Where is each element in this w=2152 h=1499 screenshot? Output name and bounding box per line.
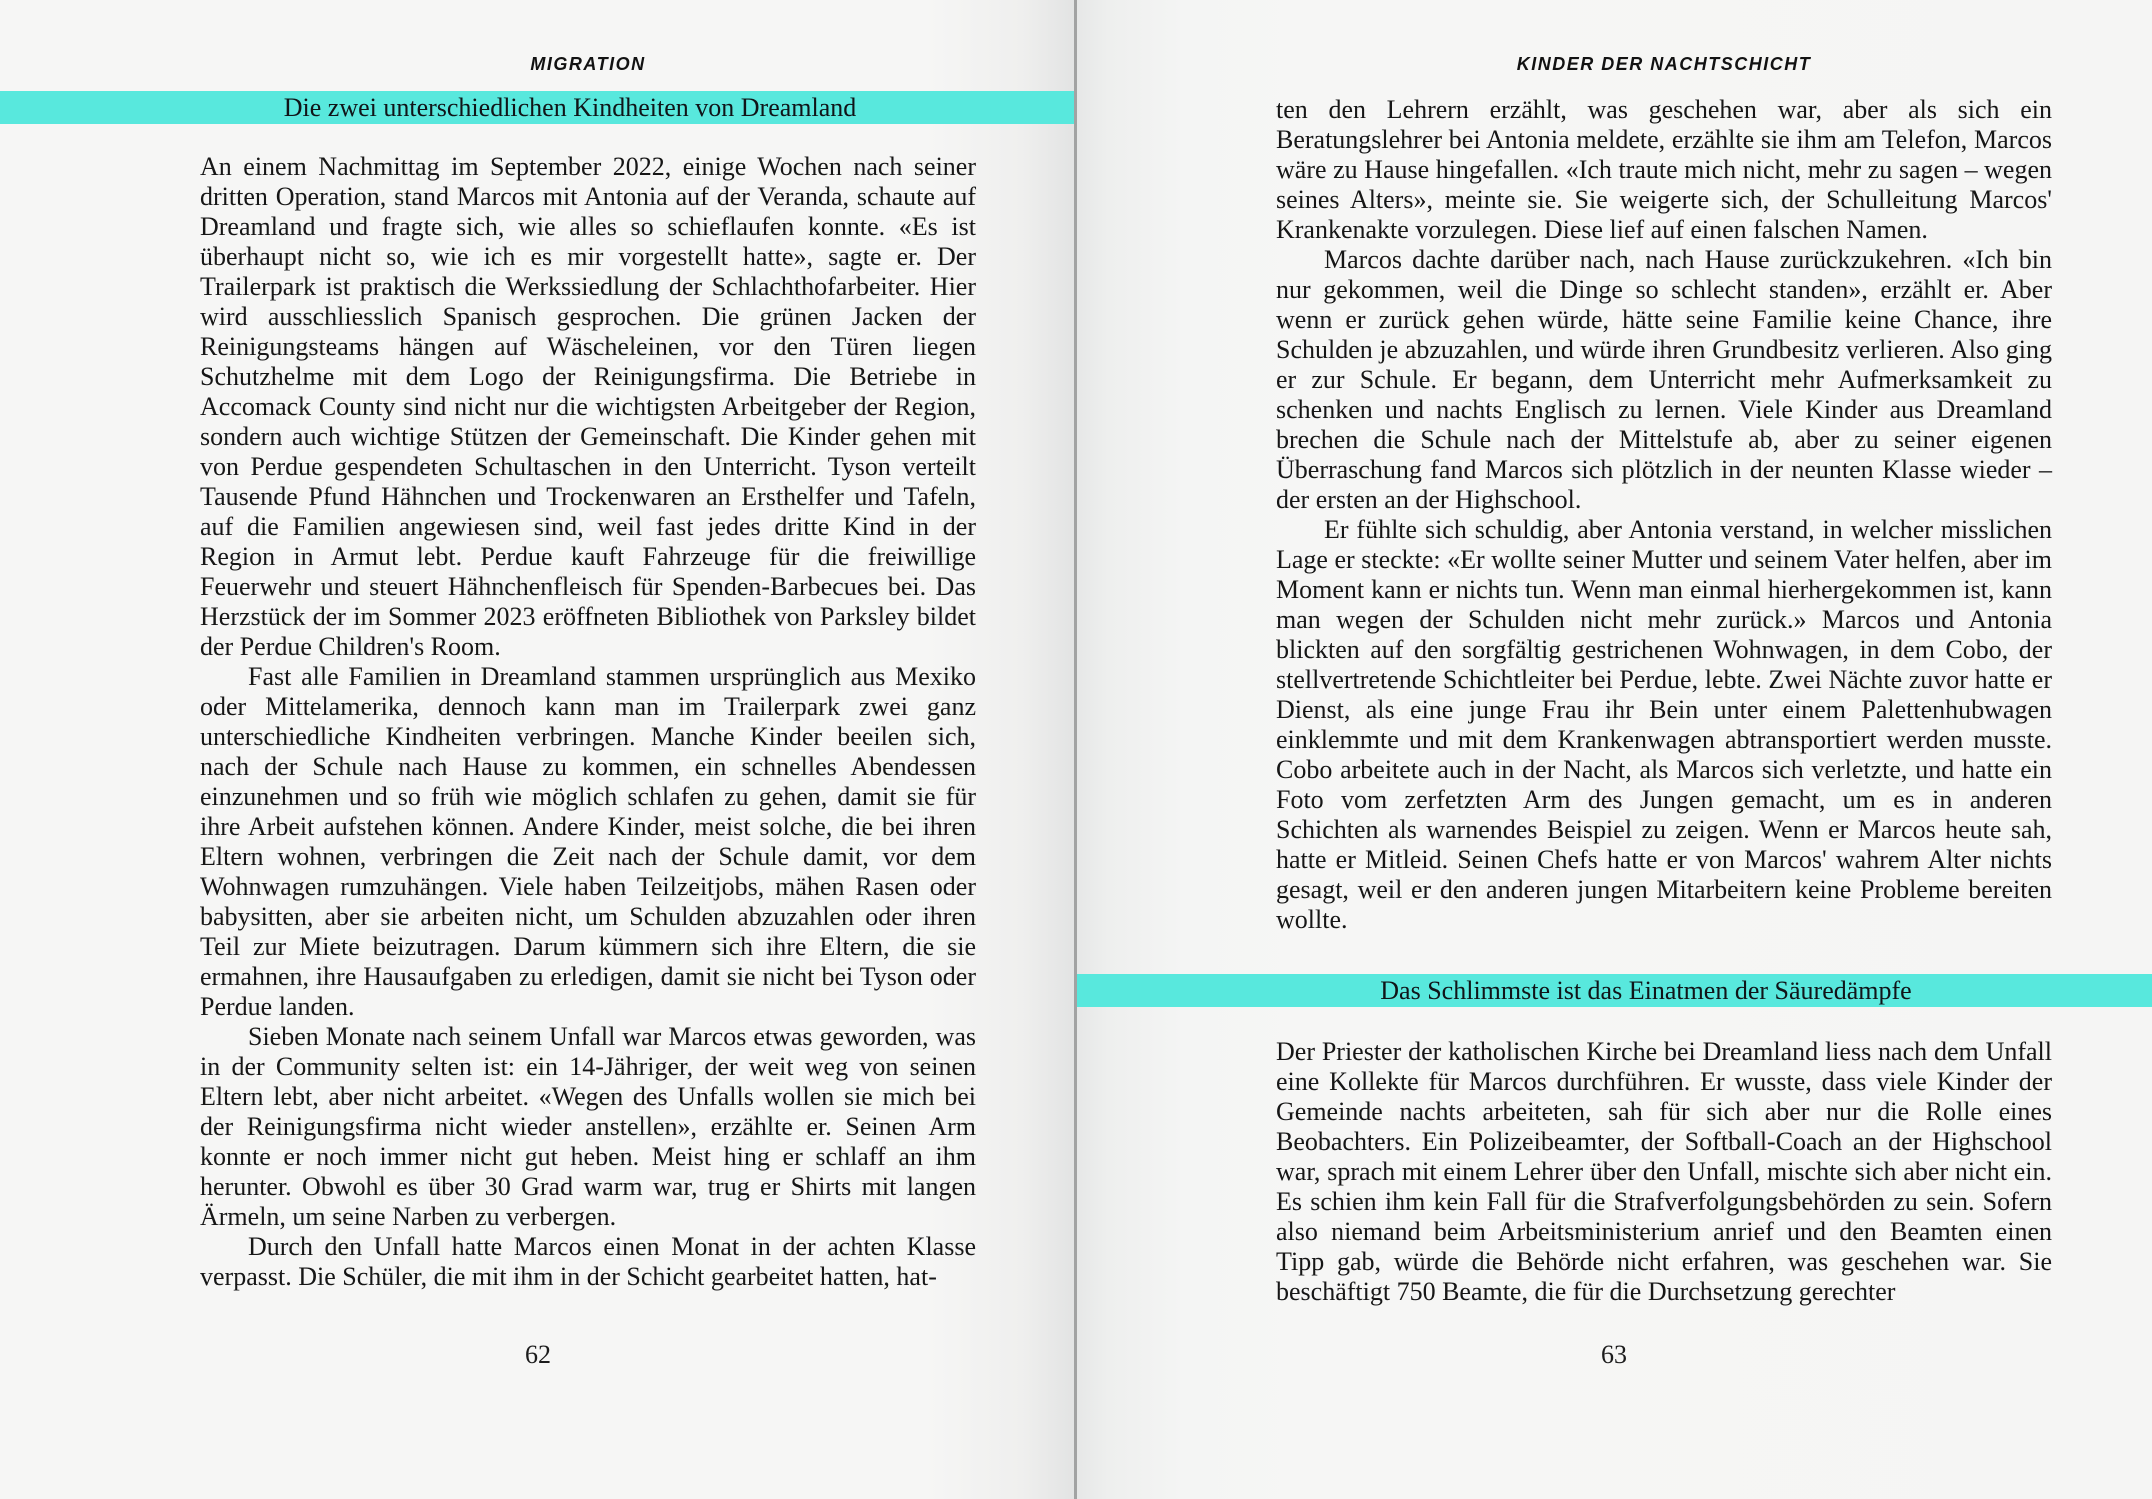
running-head-left: MIGRATION — [530, 54, 646, 74]
paragraph: Fast alle Familien in Dreamland stammen ursprünglich aus Mexiko oder Mittelamerika, dennoch kann man im Trailerpark zwei ganz unterschiedliche Kindheiten verbringen. Manche Kinder beeilen sich, nach der Schule nach Hause zu kommen, ein schnelles Abendessen einzunehmen und so früh wie möglich schlafen zu gehen, damit sie für ihre Arbeit aufstehen können. Andere Kinder, meist solche, die bei ihren Eltern wohnen, verbringen die Zeit nach der Schule damit, vor dem Wohnwagen rumzuhängen. Viele haben Teilzeitjobs, mähen Rasen oder babysitten, aber sie arbeiten nicht, um Schulden abzuzahlen oder ihren Teil zur Miete beizutragen. Darum kümmern sich ihre Eltern, die sie ermahnen, ihre Hausaufgaben zu erledigen, damit sie nicht bei Tyson oder Perdue landen. — [200, 662, 976, 1021]
page-number-right: 63 — [1601, 1340, 1627, 1369]
paragraph: Durch den Unfall hatte Marcos einen Monat in der achten Klasse verpasst. Die Schüler, die mit ihm in der Schicht gearbeitet hatten, hat- — [200, 1232, 976, 1291]
section-heading-right: Das Schlimmste ist das Einatmen der Säuredämpfe — [1380, 976, 1912, 1005]
page-gutter-divider — [1074, 0, 1077, 1499]
page-number-left: 62 — [525, 1340, 551, 1369]
section-heading-band-right — [1076, 974, 2152, 1007]
paragraph: Er fühlte sich schuldig, aber Antonia verstand, in welcher misslichen Lage er steckte: «Er wollte seiner Mutter und seinem Vater helfen, aber im Moment kann er nichts tun. Wenn man einmal hierhergekommen ist, kann man wegen der Schulden nicht mehr zurück.» Marcos und Antonia blickten auf den sorgfältig gestrichenen Wohnwagen, in dem Cobo, der stellvertretende Schichtleiter bei Perdue, lebte. Zwei Nächte zuvor hatte er Dienst, als eine junge Frau ihr Bein unter einem Palettenhubwagen einklemmte und mit dem Krankenwagen abtransportiert werden musste. Cobo arbeitete auch in der Nacht, als Marcos sich verletzte, und hatte ein Foto vom zerfetzten Arm des Jungen gemacht, um es in anderen Schichten als warnendes Beispiel zu zeigen. Wenn er Marcos heute sah, hatte er Mitleid. Seinen Chefs hatte er von Marcos' wahrem Alter nichts gesagt, weil er den anderen jungen Mitarbeitern keine Probleme bereiten wollte. — [1276, 515, 2052, 934]
body-text-right-lower — [1276, 1037, 2052, 1307]
running-head-right: KINDER DER NACHTSCHICHT — [1516, 54, 1812, 74]
section-heading-band-left — [0, 91, 1076, 124]
paragraph: Marcos dachte darüber nach, nach Hause zurückzukehren. «Ich bin nur gekommen, weil die Dinge so schlecht standen», erzählt er. Aber wenn er zurück gehen würde, hätte seine Familie keine Chance, ihre Schulden je abzuzahlen, und würde ihren Grundbesitz verlieren. Also ging er zur Schule. Er begann, dem Unterricht mehr Aufmerksamkeit zu schenken und nachts Englisch zu lernen. Viele Kinder aus Dreamland brechen die Schule nach der Mittelstufe ab, aber zu seiner eigenen Überraschung fand Marcos sich plötzlich in der neunten Klasse wieder – der ersten an der Highschool. — [1276, 245, 2052, 514]
body-text-left — [200, 152, 976, 1292]
paragraph: An einem Nachmittag im September 2022, einige Wochen nach seiner dritten Operation, stand Marcos mit Antonia auf der Veranda, schaute auf Dreamland und fragte sich, wie alles so schieflaufen konnte. «Es ist überhaupt nicht so, wie ich es mir vorgestellt hatte», sagte er. Der Trailerpark ist praktisch die Werkssiedlung der Schlachthofarbeiter. Hier wird ausschliesslich Spanisch gesprochen. Die grünen Jacken der Reinigungsteams hängen auf Wäscheleinen, vor den Türen liegen Schutzhelme mit dem Logo der Reinigungsfirma. Die Betriebe in Accomack County sind nicht nur die wichtigsten Arbeitgeber der Region, sondern auch wichtige Stützen der Gemeinschaft. Die Kinder gehen mit von Perdue gespendeten Schultaschen in den Unterricht. Tyson verteilt Tausende Pfund Hähnchen und Trockenwaren an Ersthelfer und Tafeln, auf die Familien angewiesen sind, weil fast jedes dritte Kind in der Region in Armut lebt. Perdue kauft Fahrzeuge für die freiwillige Feuerwehr und steuert Hähnchenfleisch für Spenden-Barbecues bei. Das Herzstück der im Sommer 2023 eröffneten Bibliothek von Parksley bildet der Perdue Children's Room. — [200, 152, 976, 661]
section-heading-left: Die zwei unterschiedlichen Kindheiten von Dreamland — [283, 93, 857, 122]
paragraph: Sieben Monate nach seinem Unfall war Marcos etwas geworden, was in der Community selten ist: ein 14-Jähriger, der weit weg von seinen Eltern lebt, aber nicht arbeitet. «Wegen des Unfalls wollen sie mich bei der Reinigungsfirma nicht wieder anstellen», erzählte er. Seinen Arm konnte er noch immer nicht gut heben. Meist hing er schlaff an ihm herunter. Obwohl es über 30 Grad warm war, trug er Shirts mit langen Ärmeln, um seine Narben zu verbergen. — [200, 1022, 976, 1231]
paragraph: Der Priester der katholischen Kirche bei Dreamland liess nach dem Unfall eine Kollekte für Marcos durchführen. Er wusste, dass viele Kinder der Gemeinde nachts arbeiteten, sah für sich aber nur die Rolle eines Beobachters. Ein Polizeibeamter, der Softball-Coach an der Highschool war, sprach mit einem Lehrer über den Unfall, mischte sich aber nicht ein. Es schien ihm kein Fall für die Strafverfolgungsbehörden zu sein. Sofern also niemand beim Arbeitsministerium anrief und den Beamten einen Tipp gab, würde die Behörde nicht erfahren, was geschehen war. Sie beschäftigt 750 Beamte, die für die Durchsetzung gerechter — [1276, 1037, 2052, 1306]
page-right — [1076, 0, 2152, 1499]
body-text-right-upper — [1276, 95, 2052, 935]
paragraph: ten den Lehrern erzählt, was geschehen war, aber als sich ein Beratungslehrer bei Antonia meldete, erzählte sie ihm am Telefon, Marcos wäre zu Hause hingefallen. «Ich traute mich nicht, mehr zu sagen – wegen seines Alters», meinte sie. Sie weigerte sich, der Schulleitung Marcos' Krankenakte vorzulegen. Diese lief auf einen falschen Namen. — [1276, 95, 2052, 244]
